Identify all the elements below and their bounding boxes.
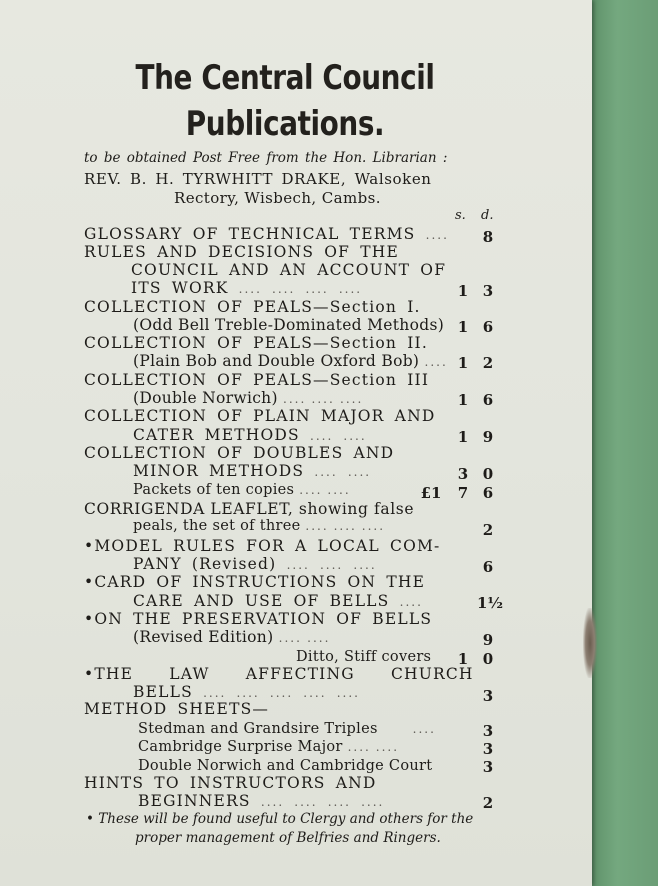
price-pence: 6 [482, 558, 494, 576]
price-shillings: 1 [457, 282, 469, 300]
price-pence: 9 [482, 631, 494, 649]
subtitle: to be obtained Post Free from the Hon. Librarian : [84, 150, 448, 166]
price-pence: 0 [482, 465, 494, 483]
list-item-card-line2: CARE AND USE OF BELLS .... [133, 592, 423, 610]
list-item-peals-section-3: COLLECTION OF PEALS—Section III [84, 371, 430, 389]
list-item-law-line2: BELLS .... .... .... .... .... [133, 683, 360, 701]
price-pence: 9 [482, 428, 494, 446]
list-item-method-sheet: Stedman and Grandsire Triples .... [138, 721, 436, 737]
list-item-peals-section-3-subtitle: (Double Norwich) .... .... .... [133, 389, 364, 407]
price-pence: 2 [482, 521, 494, 539]
price-shillings: 7 [457, 484, 469, 502]
price-shillings: 1 [457, 428, 469, 446]
list-item-corrigenda: CORRIGENDA LEAFLET, showing false [84, 500, 415, 518]
list-item-method-sheet: Cambridge Surprise Major .... .... [138, 739, 400, 755]
list-item-plain-major: COLLECTION OF PLAIN MAJOR AND [84, 407, 436, 425]
price-pence: 0 [482, 650, 494, 668]
list-item-card-of-instructions: •CARD OF INSTRUCTIONS ON THE [84, 573, 426, 591]
pence-column-header: d. [481, 208, 494, 223]
price-pence: 8 [482, 228, 494, 246]
page-title-second-line: Publications. [185, 104, 385, 144]
list-item-rules-line3: ITS WORK .... .... .... .... [131, 279, 363, 297]
page-title: The Central Council [135, 58, 435, 98]
price-pence: 6 [482, 484, 494, 502]
list-item-plain-major-line2: CATER METHODS .... .... [133, 426, 367, 444]
price-pence: 3 [482, 722, 494, 740]
list-item-peals-section-1-subtitle: (Odd Bell Treble-Dominated Methods) [133, 316, 445, 334]
list-item-rules: RULES AND DECISIONS OF THE [84, 243, 400, 261]
list-item-model-rules-line2: PANY (Revised) .... .... .... [133, 555, 377, 573]
list-item-hints-line2: BEGINNERS .... .... .... .... [138, 792, 385, 810]
list-item-corrigenda-line2: peals, the set of three .... .... .... [133, 518, 386, 534]
price-pence: 2 [482, 354, 494, 372]
list-item-hints: HINTS TO INSTRUCTORS AND [84, 774, 377, 792]
price-shillings: 3 [457, 465, 469, 483]
footnote-line2: proper management of Belfries and Ringers. [135, 830, 441, 846]
list-item-preservation: •ON THE PRESERVATION OF BELLS [84, 610, 433, 628]
list-item-method-sheet: Double Norwich and Cambridge Court [138, 758, 433, 774]
price-shillings: 1 [457, 650, 469, 668]
list-item-peals-section-1: COLLECTION OF PEALS—Section I. [84, 298, 421, 316]
price-pence: 6 [482, 391, 494, 409]
list-item-law: •THE LAW AFFECTING CHURCH [84, 665, 474, 683]
price-pence: 3 [482, 282, 494, 300]
price-pence: 6 [482, 318, 494, 336]
list-item-ditto-stiff-covers: Ditto, Stiff covers [296, 649, 432, 665]
footnote: • These will be found useful to Clergy and others for the [86, 811, 474, 827]
list-item-doubles-line2: MINOR METHODS .... .... [133, 462, 372, 480]
list-heading-method-sheets: METHOD SHEETS— [84, 700, 270, 718]
list-item-packets: Packets of ten copies .... .... [133, 482, 351, 498]
price-shillings: 1 [457, 354, 469, 372]
librarian-address: REV. B. H. TYRWHITT DRAKE, Walsoken [84, 170, 432, 188]
price-shillings: 1 [457, 318, 469, 336]
list-item-doubles: COLLECTION OF DOUBLES AND [84, 444, 395, 462]
price-pence: 3 [482, 740, 494, 758]
list-item-peals-section-2: COLLECTION OF PEALS—Section II. [84, 334, 428, 352]
price-pounds: £1 [420, 484, 442, 502]
list-item-model-rules: •MODEL RULES FOR A LOCAL COM- [84, 537, 441, 555]
paper-tear-mark [583, 608, 597, 678]
price-pence: 1½ [477, 594, 504, 612]
price-shillings: 1 [457, 391, 469, 409]
shillings-column-header: s. [455, 208, 466, 223]
list-item-peals-section-2-subtitle: (Plain Bob and Double Oxford Bob) .... [133, 352, 448, 370]
price-pence: 3 [482, 758, 494, 776]
list-item-preservation-line2: (Revised Edition) .... .... [133, 628, 331, 646]
price-pence: 3 [482, 687, 494, 705]
green-cover-edge [590, 0, 658, 886]
librarian-address-line2: Rectory, Wisbech, Cambs. [174, 189, 381, 207]
list-item-glossary: GLOSSARY OF TECHNICAL TERMS .... [84, 225, 449, 243]
list-item-rules-line2: COUNCIL AND AN ACCOUNT OF [131, 261, 447, 279]
price-pence: 2 [482, 794, 494, 812]
